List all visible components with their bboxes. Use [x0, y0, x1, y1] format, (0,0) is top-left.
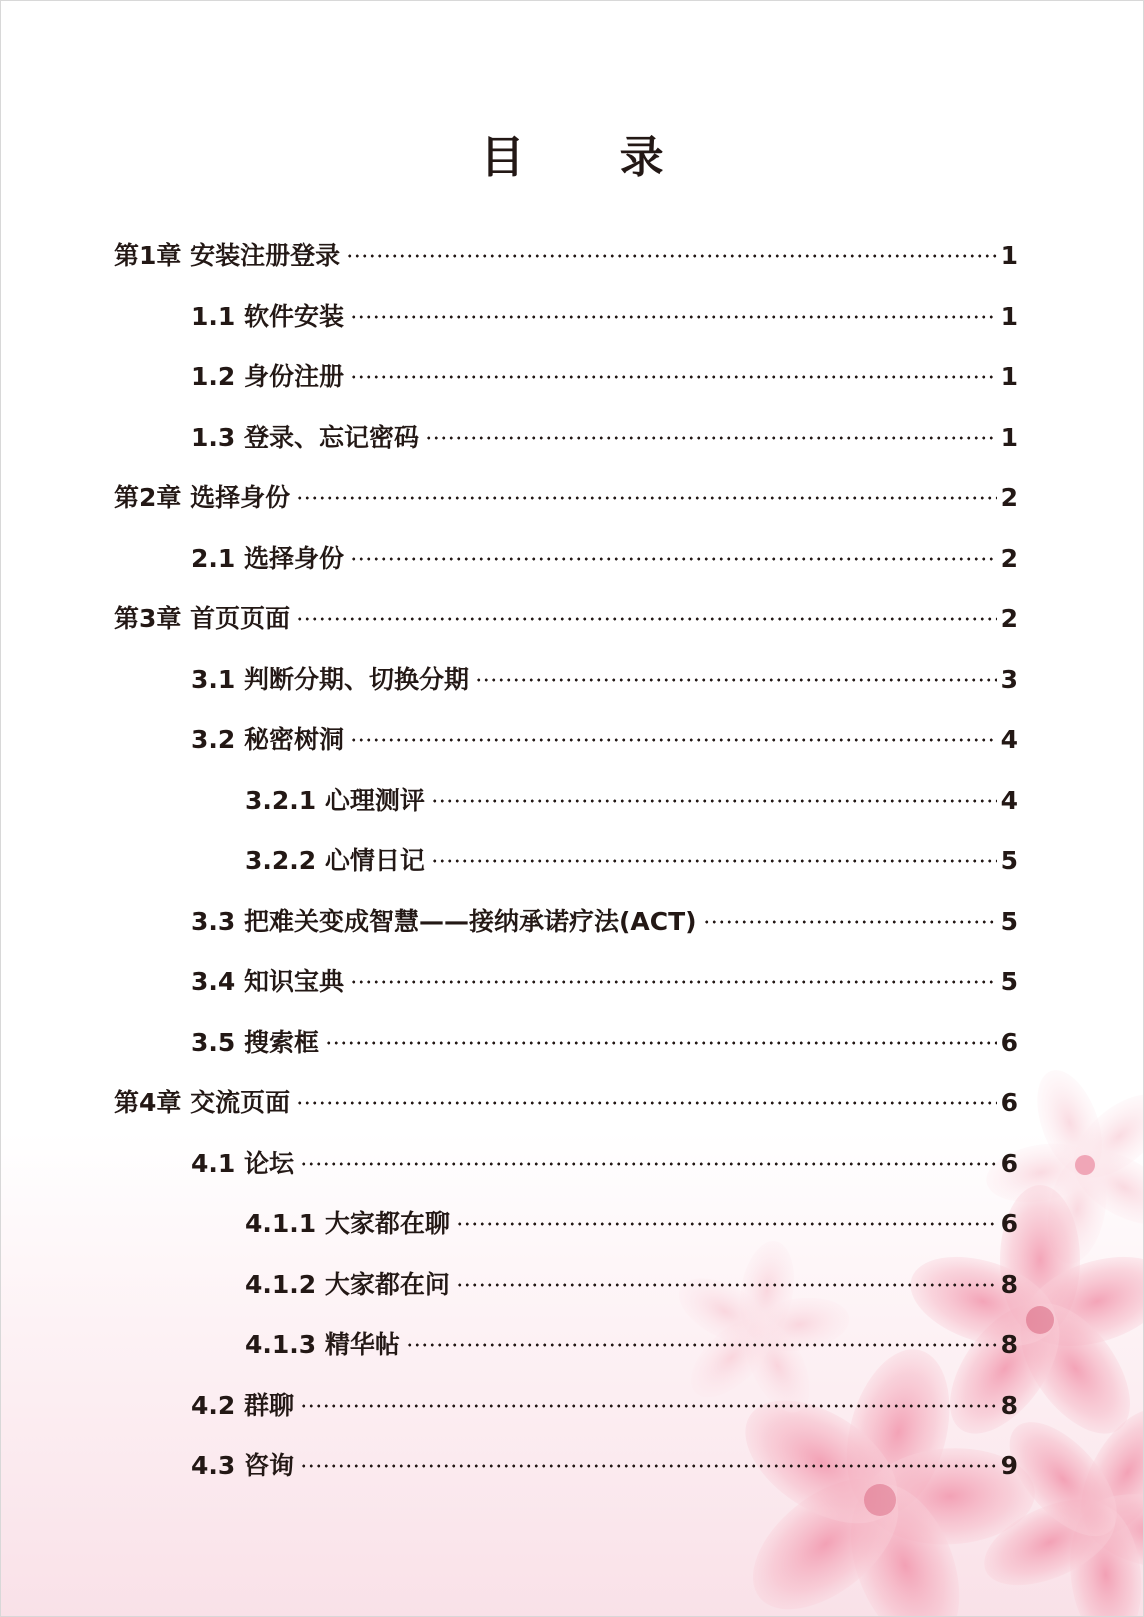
- page-title: 目 录: [480, 132, 704, 183]
- toc-entry-page-number: 6: [1000, 1027, 1018, 1057]
- toc-entry-page-number: 8: [1000, 1390, 1018, 1420]
- toc-entry-page-number: 8: [1000, 1269, 1018, 1299]
- toc-entry-page-number: 5: [1000, 846, 1018, 875]
- toc-entry-page-number: 3: [1000, 664, 1018, 694]
- toc-entry[interactable]: [191, 418, 1018, 458]
- toc-entry-label: 1.2 身份注册: [191, 362, 344, 391]
- toc-entry-label: 第2章 选择身份: [114, 483, 291, 512]
- dot-leader: [350, 312, 997, 322]
- toc-entry-page-number: 4: [1000, 725, 1018, 754]
- toc-entry-label: 1.1 软件安装: [191, 301, 344, 331]
- dot-leader: [431, 796, 997, 806]
- toc-entry-page-number: 2: [1000, 604, 1018, 633]
- dot-leader: [475, 675, 997, 685]
- dot-leader: [350, 554, 997, 564]
- toc-entry[interactable]: [114, 478, 1018, 518]
- toc-entry[interactable]: [245, 1265, 1018, 1305]
- toc-entry[interactable]: [191, 357, 1018, 397]
- toc-entry-label: 4.1 论坛: [191, 1148, 294, 1178]
- toc-entry-label: 3.2.1 心理测评: [245, 785, 425, 815]
- dot-leader: [300, 1461, 997, 1471]
- toc-entry-label: 4.3 咨询: [191, 1451, 294, 1480]
- toc-entry-label: 3.2 秘密树洞: [191, 725, 344, 754]
- toc-entry-page-number: 6: [1000, 1148, 1018, 1178]
- toc-entry[interactable]: [191, 1446, 1018, 1486]
- toc-entry-page-number: 6: [1000, 1209, 1018, 1238]
- dot-leader: [300, 1401, 997, 1411]
- toc-entry[interactable]: [114, 236, 1018, 276]
- dot-leader: [296, 614, 996, 624]
- toc-entry-page-number: 2: [1000, 483, 1018, 512]
- toc-entry[interactable]: [191, 539, 1018, 579]
- toc-entry-page-number: 5: [1000, 906, 1018, 936]
- toc-entry-page-number: 1: [1000, 422, 1018, 452]
- toc-entry[interactable]: [245, 781, 1018, 821]
- toc-entry[interactable]: [245, 1204, 1018, 1244]
- toc-entry-label: 3.4 知识宝典: [191, 967, 344, 996]
- dot-leader: [346, 251, 996, 261]
- toc-entry-page-number: 4: [1000, 785, 1018, 815]
- toc-entry-label: 3.3 把难关变成智慧——接纳承诺疗法(ACT): [191, 906, 697, 936]
- dot-leader: [350, 735, 997, 745]
- dot-leader: [350, 372, 997, 382]
- toc-entry[interactable]: [191, 660, 1018, 700]
- toc-entry-label: 4.1.1 大家都在聊: [245, 1209, 450, 1238]
- dot-leader: [296, 1098, 996, 1108]
- toc-entry-label: 2.1 选择身份: [191, 543, 344, 573]
- dot-leader: [350, 977, 997, 987]
- toc-entry-label: 4.1.3 精华帖: [245, 1330, 400, 1359]
- toc-entry-label: 第1章 安装注册登录: [114, 241, 341, 270]
- toc-entry[interactable]: [191, 1023, 1018, 1063]
- toc-entry-label: 3.5 搜索框: [191, 1027, 319, 1057]
- toc-entry-page-number: 2: [1000, 543, 1018, 573]
- dot-leader: [456, 1219, 997, 1229]
- dot-leader: [406, 1340, 997, 1350]
- toc-entry-label: 3.1 判断分期、切换分期: [191, 664, 469, 694]
- toc-entry-label: 3.2.2 心情日记: [245, 846, 425, 875]
- toc-entry[interactable]: [245, 1325, 1018, 1365]
- toc-entry-page-number: 9: [1000, 1451, 1018, 1480]
- toc-entry-page-number: 1: [1000, 241, 1018, 270]
- toc-entry[interactable]: [114, 1083, 1018, 1123]
- toc-entry-label: 第4章 交流页面: [114, 1088, 291, 1117]
- dot-leader: [300, 1159, 997, 1169]
- toc-entry-page-number: 1: [1000, 301, 1018, 331]
- toc-entry-label: 4.1.2 大家都在问: [245, 1269, 450, 1299]
- dot-leader: [425, 433, 997, 443]
- toc-entry-page-number: 5: [1000, 967, 1018, 996]
- toc-entry[interactable]: [114, 599, 1018, 639]
- toc-entry-label: 1.3 登录、忘记密码: [191, 422, 419, 452]
- toc-entry[interactable]: [191, 1386, 1018, 1426]
- dot-leader: [456, 1280, 997, 1290]
- toc-entry[interactable]: [191, 962, 1018, 1002]
- dot-leader: [703, 917, 997, 927]
- toc-entry[interactable]: [245, 841, 1018, 881]
- toc-entry-page-number: 6: [1000, 1088, 1018, 1117]
- toc-entry-label: 4.2 群聊: [191, 1390, 294, 1420]
- toc-entry-page-number: 8: [1000, 1330, 1018, 1359]
- toc-entry-page-number: 1: [1000, 362, 1018, 391]
- dot-leader: [325, 1038, 997, 1048]
- dot-leader: [431, 856, 997, 866]
- toc-entry[interactable]: [191, 1144, 1018, 1184]
- dot-leader: [296, 493, 996, 503]
- toc-entry[interactable]: [191, 720, 1018, 760]
- toc-entry[interactable]: [191, 297, 1018, 337]
- toc-entry-label: 第3章 首页页面: [114, 604, 291, 633]
- toc-entry[interactable]: [191, 902, 1018, 942]
